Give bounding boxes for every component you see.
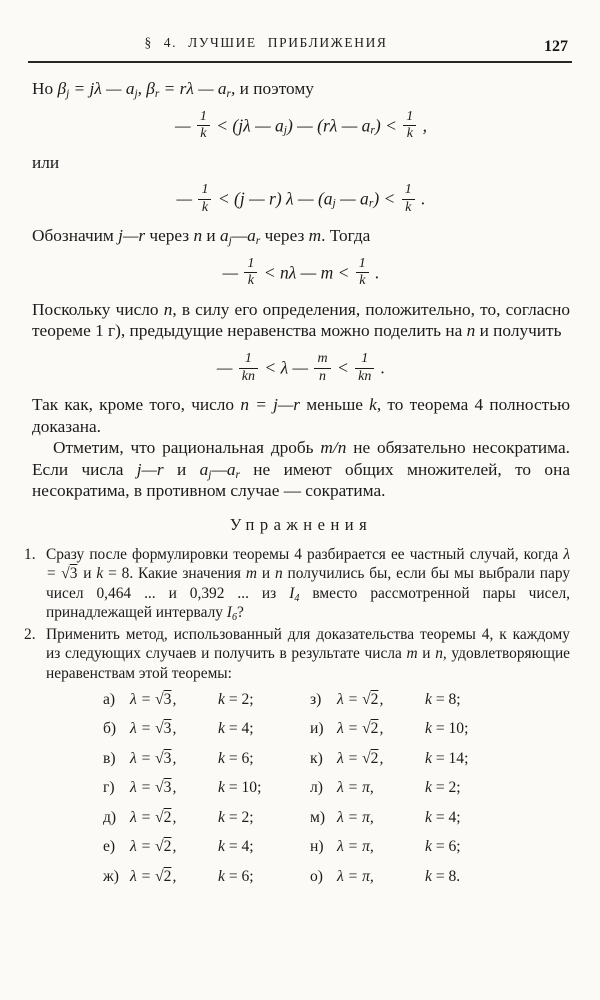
fraction-numerator: 1	[355, 351, 374, 369]
math-segment: k	[425, 779, 432, 797]
case-lambda	[130, 750, 218, 768]
text-segment: и получить	[475, 321, 562, 341]
math-segment: k	[425, 867, 432, 885]
math-segment: m	[406, 645, 418, 663]
subscript: r	[235, 469, 240, 482]
case-label: б)	[103, 720, 117, 738]
math-segment: < (jλ — a	[211, 114, 284, 135]
text-segment: = 4;	[224, 720, 254, 738]
radical-sign: √	[362, 749, 371, 767]
header-divider	[28, 61, 572, 63]
subscript: r	[255, 235, 261, 248]
case-lambda	[337, 720, 425, 738]
radical	[155, 691, 172, 708]
math-segment: .	[370, 262, 380, 283]
text-segment: и	[78, 565, 97, 583]
case-k	[218, 838, 254, 856]
case-row-k	[310, 750, 468, 780]
case-row-d	[103, 809, 293, 839]
case-lambda	[130, 809, 218, 827]
paragraph-since	[32, 299, 570, 342]
paragraph-or	[32, 152, 570, 174]
fraction-numerator: 1	[403, 109, 416, 127]
radical	[362, 691, 379, 708]
case-label: о)	[310, 867, 323, 885]
radical	[155, 720, 172, 737]
math-segment: ,	[418, 114, 428, 135]
subscript: r	[154, 88, 160, 101]
math-segment: k	[218, 720, 225, 738]
math-segment: β	[57, 79, 67, 98]
radical-sign: √	[155, 779, 164, 797]
case-label: а)	[103, 690, 116, 708]
radicand: 2	[370, 690, 379, 708]
math-segment: < (j — r) λ — (a	[213, 188, 333, 209]
math-segment: ,	[379, 749, 384, 767]
text-segment: Поскольку число	[32, 299, 164, 319]
math-segment: λ =	[337, 749, 363, 767]
math-segment: n	[193, 226, 203, 246]
formula-4	[32, 342, 570, 394]
case-row-v	[103, 750, 293, 780]
case-label: д)	[103, 808, 117, 826]
math-segment: —	[222, 262, 243, 283]
text-segment: и	[417, 645, 436, 663]
text-segment: , то теорема 4 полностью доказана.	[32, 395, 570, 436]
case-k	[425, 868, 460, 886]
radicand: 2	[163, 808, 172, 826]
math-segment: ,	[379, 690, 384, 708]
math-segment: I	[289, 584, 295, 602]
case-label: в)	[103, 749, 116, 767]
paragraph-theorem-proved	[32, 394, 570, 437]
fraction-numerator: 1	[239, 351, 258, 369]
math-segment: ,	[172, 720, 177, 738]
case-lambda	[337, 779, 425, 797]
cases-column-left	[103, 691, 293, 898]
formula-2	[32, 173, 570, 225]
case-row-g	[103, 779, 293, 809]
case-k	[425, 691, 461, 709]
text-segment: или	[32, 152, 60, 172]
case-lambda	[337, 750, 425, 768]
subscript: r	[368, 197, 374, 210]
math-segment: λ =	[130, 838, 156, 856]
fraction-denominator: k	[359, 273, 366, 289]
text-segment: Но	[32, 79, 58, 98]
text-segment: Сразу после формулировки теоремы 4 разбирается ее частный случай, когда	[46, 546, 564, 564]
fraction-denominator: k	[247, 273, 254, 289]
math-segment: —a	[211, 459, 236, 479]
case-label: л)	[310, 779, 323, 797]
radicand: 3	[163, 720, 172, 738]
radical-sign: √	[155, 838, 164, 856]
radicand: 3	[69, 565, 78, 583]
text-segment: = 6;	[224, 867, 254, 885]
radical	[155, 868, 172, 885]
case-label: е)	[103, 838, 116, 856]
radical-sign: √	[362, 690, 371, 708]
fraction-denominator: k	[406, 126, 413, 142]
case-row-zh	[103, 868, 293, 898]
text-segment: не имеют общих множителей, то она несократима, в противном случае — сократима.	[32, 459, 570, 501]
subscript: 4	[294, 592, 300, 604]
case-lambda	[337, 691, 425, 709]
case-row-n	[310, 838, 468, 868]
math-segment: a	[219, 226, 229, 246]
page-header	[0, 0, 600, 56]
case-lambda	[130, 868, 218, 886]
text-segment: . Тогда	[321, 226, 371, 246]
math-segment: = jλ — a	[69, 79, 135, 98]
text-segment: = 2;	[224, 690, 254, 708]
radicand: 2	[370, 720, 379, 738]
case-k	[218, 691, 254, 709]
case-lambda	[337, 868, 425, 886]
fraction	[198, 182, 211, 216]
text-segment: = 8.	[431, 867, 461, 885]
text-segment: ?	[237, 604, 244, 622]
fraction-denominator: k	[200, 126, 207, 142]
case-label: з)	[310, 690, 322, 708]
radical	[155, 779, 172, 796]
text-segment: Отметим, что рациональная дробь	[53, 438, 321, 458]
math-segment: I	[226, 604, 232, 622]
subscript: j	[66, 88, 70, 101]
math-segment: k	[425, 749, 432, 767]
text-segment: и	[256, 565, 275, 583]
case-k	[218, 809, 254, 827]
subscript: j	[208, 469, 212, 482]
math-segment: m	[245, 565, 257, 583]
radical	[155, 750, 172, 767]
text-segment: меньше	[299, 395, 370, 415]
math-segment: λ = π,	[337, 838, 374, 856]
radicand: 2	[370, 749, 379, 767]
text-segment: = 2;	[431, 779, 461, 797]
math-segment: k	[96, 565, 104, 583]
math-segment: ,	[230, 79, 236, 98]
math-segment: k	[425, 690, 432, 708]
text-segment: = 14;	[431, 749, 469, 767]
fraction-numerator: 1	[356, 256, 369, 274]
math-segment: ,	[172, 749, 177, 767]
radical	[61, 565, 78, 582]
math-segment: k	[369, 395, 377, 415]
case-row-z	[310, 691, 468, 721]
fraction	[403, 109, 416, 143]
radicand: 3	[163, 690, 172, 708]
page-content	[0, 78, 600, 897]
radicand: 3	[163, 749, 172, 767]
radical-sign: √	[155, 867, 164, 885]
fraction-denominator: kn	[358, 368, 372, 384]
math-segment: , β	[137, 79, 155, 98]
subscript: j	[332, 197, 336, 210]
page-number: 127	[544, 38, 568, 55]
text-segment: Так как, кроме того, число	[32, 395, 241, 415]
case-k	[218, 868, 254, 886]
text-segment: = 4;	[431, 808, 461, 826]
text-segment: = 10;	[224, 779, 262, 797]
math-segment: j—r	[136, 459, 164, 479]
math-segment: —	[174, 114, 195, 135]
text-segment: Применить метод, использованный для доказательства теоремы 4, к каждому из следующих случаев и получить в результате числа	[46, 625, 570, 663]
math-segment: —a	[231, 226, 256, 246]
case-k	[218, 779, 261, 797]
math-segment: λ =	[130, 749, 156, 767]
text-segment: и	[163, 459, 200, 479]
case-row-i	[310, 720, 468, 750]
fraction-numerator: 1	[198, 182, 211, 200]
math-segment: λ = π,	[337, 779, 374, 797]
math-segment: k	[218, 690, 225, 708]
fraction	[244, 256, 257, 290]
case-row-b	[103, 720, 293, 750]
text-segment: не обязательно несократима. Если числа	[32, 438, 570, 479]
math-segment: λ =	[130, 779, 156, 797]
case-label: и)	[310, 720, 324, 738]
cases-table	[103, 691, 570, 898]
case-k	[425, 779, 461, 797]
math-segment: λ =	[130, 808, 156, 826]
case-row-e	[103, 838, 293, 868]
subscript: j	[134, 88, 138, 101]
fraction-denominator: k	[201, 199, 209, 215]
math-segment: k	[218, 808, 225, 826]
radical	[155, 838, 172, 855]
case-lambda	[130, 691, 218, 709]
case-label: к)	[310, 749, 323, 767]
math-segment: —	[176, 188, 197, 209]
text-segment: = 8;	[431, 690, 461, 708]
text-segment: через	[260, 226, 309, 246]
text-segment: = 4;	[224, 838, 254, 856]
case-lambda	[130, 838, 218, 856]
math-segment: — a	[335, 188, 369, 209]
fraction	[356, 256, 369, 290]
math-segment: ) <	[373, 188, 400, 209]
math-segment: m/n	[320, 438, 347, 458]
exercise-item-1	[24, 545, 570, 623]
math-segment: k	[218, 749, 225, 767]
cases-column-right	[310, 691, 468, 898]
fraction-denominator: n	[319, 368, 327, 384]
radical	[155, 809, 172, 826]
math-segment: .	[416, 188, 426, 209]
text-segment: = 8. Какие значения	[103, 565, 246, 583]
math-segment: j—r	[118, 226, 146, 246]
math-segment: k	[425, 720, 432, 738]
paragraph-denote	[32, 225, 570, 247]
math-segment: ,	[172, 779, 177, 797]
radical-sign: √	[155, 749, 164, 767]
case-lambda	[130, 720, 218, 738]
math-segment: < nλ — m <	[259, 262, 354, 283]
fraction-numerator: m	[314, 351, 330, 369]
case-label: м)	[310, 808, 326, 826]
math-segment: .	[376, 357, 386, 378]
formula-3	[32, 247, 570, 299]
fraction	[314, 351, 330, 385]
math-segment: = rλ — a	[159, 79, 227, 98]
subscript: j	[283, 123, 287, 136]
math-segment: λ = π,	[337, 867, 374, 885]
math-segment: n	[274, 565, 283, 583]
math-segment: ,	[172, 867, 177, 885]
math-segment: k	[218, 838, 225, 856]
math-segment: n	[435, 645, 443, 663]
text-segment: и	[202, 226, 220, 246]
exercise-item-2	[24, 625, 570, 683]
case-label: н)	[310, 838, 324, 856]
text-segment: получились бы, если бы мы выбрали пару чисел 0,464 ... и 0,392 ... из	[46, 565, 571, 602]
case-lambda	[337, 838, 425, 856]
math-segment: λ =	[130, 867, 156, 885]
math-segment: n	[163, 299, 173, 319]
radical-sign: √	[155, 808, 164, 826]
text-segment: = 2;	[224, 808, 254, 826]
fraction-numerator: 1	[197, 109, 210, 127]
section-title: § 4. ЛУЧШИЕ ПРИБЛИЖЕНИЯ	[144, 35, 388, 50]
math-segment: k	[218, 867, 225, 885]
exercise-text	[46, 625, 570, 683]
math-segment: ) <	[374, 114, 402, 135]
math-segment: < λ —	[260, 357, 313, 378]
fraction-numerator: 1	[402, 182, 415, 200]
case-row-m	[310, 809, 468, 839]
case-label: г)	[103, 779, 115, 797]
radicand: 2	[163, 867, 172, 885]
text-segment: через	[145, 226, 194, 246]
paragraph-note	[32, 437, 570, 502]
case-k	[425, 720, 468, 738]
math-segment: λ = π,	[337, 808, 374, 826]
math-segment: λ =	[337, 690, 363, 708]
paragraph-intro	[32, 78, 570, 100]
formula-1	[32, 100, 570, 152]
radical	[362, 750, 379, 767]
math-segment: λ =	[130, 720, 156, 738]
math-segment: ,	[172, 808, 177, 826]
radicand: 3	[163, 779, 172, 797]
case-row-o	[310, 868, 468, 898]
text-segment: , удовлетворяющие неравенствам этой теоремы:	[46, 645, 571, 682]
case-row-a	[103, 691, 293, 721]
math-segment: —	[216, 357, 237, 378]
case-lambda	[337, 809, 425, 827]
fraction-numerator: 1	[244, 256, 257, 274]
text-segment: вместо рассмотренной пары чисел, принадлежащей интервалу	[46, 584, 571, 622]
exercise-number: 1.	[24, 546, 36, 564]
case-k	[218, 750, 254, 768]
math-segment: k	[218, 779, 225, 797]
text-segment: Обозначим	[32, 226, 119, 246]
radical-sign: √	[155, 690, 164, 708]
text-segment: = 6;	[431, 838, 461, 856]
text-segment: и поэтому	[235, 79, 314, 98]
math-segment: λ =	[337, 720, 363, 738]
math-segment: ,	[379, 720, 384, 738]
fraction	[355, 351, 374, 385]
math-segment: λ =	[46, 546, 570, 583]
math-segment: k	[425, 808, 432, 826]
math-segment: n = j—r	[240, 395, 300, 415]
subscript: j	[228, 235, 232, 248]
case-k	[425, 809, 461, 827]
text-segment: = 10;	[431, 720, 469, 738]
math-segment: m	[308, 226, 322, 246]
math-segment: <	[332, 357, 354, 378]
radical-sign: √	[61, 565, 70, 583]
radical-sign: √	[155, 720, 164, 738]
exercise-number: 2.	[24, 625, 36, 643]
fraction-denominator: kn	[241, 368, 256, 384]
math-segment: n	[466, 321, 476, 341]
fraction	[402, 182, 415, 216]
exercises-list	[24, 545, 571, 897]
fraction	[197, 109, 210, 143]
case-k	[425, 838, 461, 856]
case-label: ж)	[103, 867, 119, 885]
case-k	[425, 750, 468, 768]
radical-sign: √	[362, 720, 371, 738]
fraction-denominator: k	[405, 199, 412, 215]
case-lambda	[130, 779, 218, 797]
text-segment: , в силу его определения, положительно, то, согласно теореме 1 г), предыдущие неравенства можно поделить на	[32, 299, 570, 341]
text-segment: = 6;	[224, 749, 254, 767]
subscript: r	[226, 88, 231, 101]
math-segment: ,	[172, 838, 177, 856]
case-row-l	[310, 779, 468, 809]
math-segment: ,	[172, 690, 177, 708]
math-segment: a	[199, 459, 209, 479]
subscript: r	[370, 123, 375, 136]
math-segment: k	[425, 838, 432, 856]
exercises-heading: Упражнения	[229, 515, 373, 535]
subscript: 6	[231, 612, 238, 624]
fraction	[239, 351, 258, 385]
radicand: 2	[163, 838, 172, 856]
case-k	[218, 720, 254, 738]
radical	[362, 720, 379, 737]
exercise-text	[46, 545, 570, 623]
math-segment: ) — (rλ — a	[286, 114, 371, 135]
math-segment: λ =	[130, 690, 156, 708]
